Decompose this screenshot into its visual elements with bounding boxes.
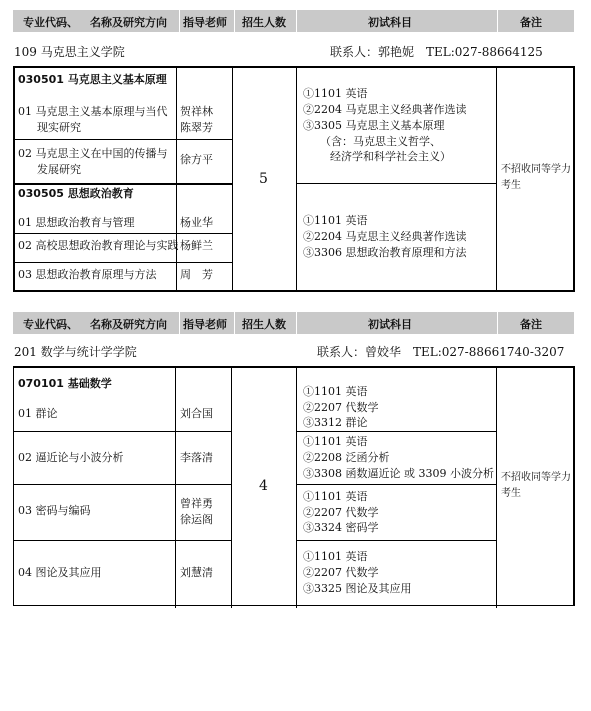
header-col-advisor: 指导老师 <box>183 16 227 29</box>
header-col-code: 专业代码、 <box>23 16 78 29</box>
dept-name: 109 马克思主义学院 <box>14 45 125 59</box>
exam-subject: ②2207 代数学 <box>303 506 379 519</box>
advisor-name: 刘慧清 <box>180 566 213 579</box>
exam-subject: ③3306 思想政治教育原理和方法 <box>303 246 467 259</box>
direction-name: 02 逼近论与小波分析 <box>18 451 124 464</box>
header-col-exam: 初试科目 <box>368 16 412 29</box>
exam-subject: ②2204 马克思主义经典著作选读 <box>303 230 467 243</box>
exam-subject-note: （含：马克思主义哲学、 <box>320 135 441 148</box>
direction-name: 02 高校思想政治教育理论与实践 <box>18 239 179 252</box>
exam-subject: ③3325 图论及其应用 <box>303 582 412 595</box>
exam-subject: ②2204 马克思主义经典著作选读 <box>303 103 467 116</box>
exam-subject: ②2208 泛函分析 <box>303 451 390 464</box>
direction-name-cont: 发展研究 <box>37 163 81 176</box>
major-title: 030505 思想政治教育 <box>18 187 134 200</box>
header-col-name: 名称及研究方向 <box>90 16 167 29</box>
advisor-name: 曾祥勇 <box>180 497 213 510</box>
advisor-name: 杨鲜兰 <box>180 239 213 252</box>
exam-subject: ①1101 英语 <box>303 550 368 563</box>
enrollment-count: 4 <box>259 478 268 494</box>
direction-name: 04 图论及其应用 <box>18 566 102 579</box>
exam-subject: ①1101 英语 <box>303 435 368 448</box>
major-title: 070101 基础数学 <box>18 377 112 390</box>
direction-name: 02 马克思主义在中国的传播与 <box>18 147 168 160</box>
dept-contact: 联系人：郭艳妮 TEL:027-88664125 <box>330 45 543 59</box>
major-title: 030501 马克思主义基本原理 <box>18 73 167 86</box>
exam-subject: ①1101 英语 <box>303 490 368 503</box>
dept-contact: 联系人：曾姣华 TEL:027-88661740-3207 <box>317 345 565 359</box>
advisor-name: 李落清 <box>180 451 213 464</box>
table-header-1 <box>13 10 574 32</box>
exam-subject: ③3308 函数逼近论 或 3309 小波分析 <box>303 467 494 480</box>
header-col-note: 备注 <box>520 16 542 29</box>
admission-note: 不招收同等学力考生 <box>501 472 571 499</box>
direction-name: 03 密码与编码 <box>18 504 91 517</box>
header-col-name: 名称及研究方向 <box>90 318 167 331</box>
advisor-name: 周 芳 <box>180 268 213 281</box>
exam-subject: ③3324 密码学 <box>303 521 379 534</box>
header-col-enroll: 招生人数 <box>242 318 286 331</box>
table-header-2 <box>13 312 574 334</box>
advisor-name: 贺祥林 <box>180 105 213 118</box>
header-col-advisor: 指导老师 <box>183 318 227 331</box>
exam-subject: ①1101 英语 <box>303 385 368 398</box>
direction-name: 01 思想政治教育与管理 <box>18 216 135 229</box>
header-col-exam: 初试科目 <box>368 318 412 331</box>
exam-subject: ①1101 英语 <box>303 87 368 100</box>
advisor-name: 徐运阁 <box>180 513 213 526</box>
exam-subject: ①1101 英语 <box>303 214 368 227</box>
direction-name: 03 思想政治教育原理与方法 <box>18 268 157 281</box>
exam-subject: ③3312 群论 <box>303 416 368 429</box>
exam-subject: ②2207 代数学 <box>303 566 379 579</box>
direction-name: 01 马克思主义基本原理与当代 <box>18 105 168 118</box>
header-col-code: 专业代码、 <box>23 318 78 331</box>
header-col-enroll: 招生人数 <box>242 16 286 29</box>
dept-name: 201 数学与统计学学院 <box>14 345 137 359</box>
enrollment-count: 5 <box>259 171 268 187</box>
direction-name-cont: 现实研究 <box>37 121 81 134</box>
admission-note: 不招收同等学力考生 <box>501 164 571 191</box>
advisor-name: 杨业华 <box>180 216 213 229</box>
advisor-name: 刘合国 <box>180 407 213 420</box>
exam-subject: ③3305 马克思主义基本原理 <box>303 119 445 132</box>
advisor-name: 陈翠芳 <box>180 121 213 134</box>
direction-name: 01 群论 <box>18 407 58 420</box>
header-col-note: 备注 <box>520 318 542 331</box>
advisor-name: 徐方平 <box>180 153 213 166</box>
exam-subject-note: 经济学和科学社会主义） <box>330 150 451 163</box>
exam-subject: ②2207 代数学 <box>303 401 379 414</box>
program-table-1 <box>13 66 575 292</box>
